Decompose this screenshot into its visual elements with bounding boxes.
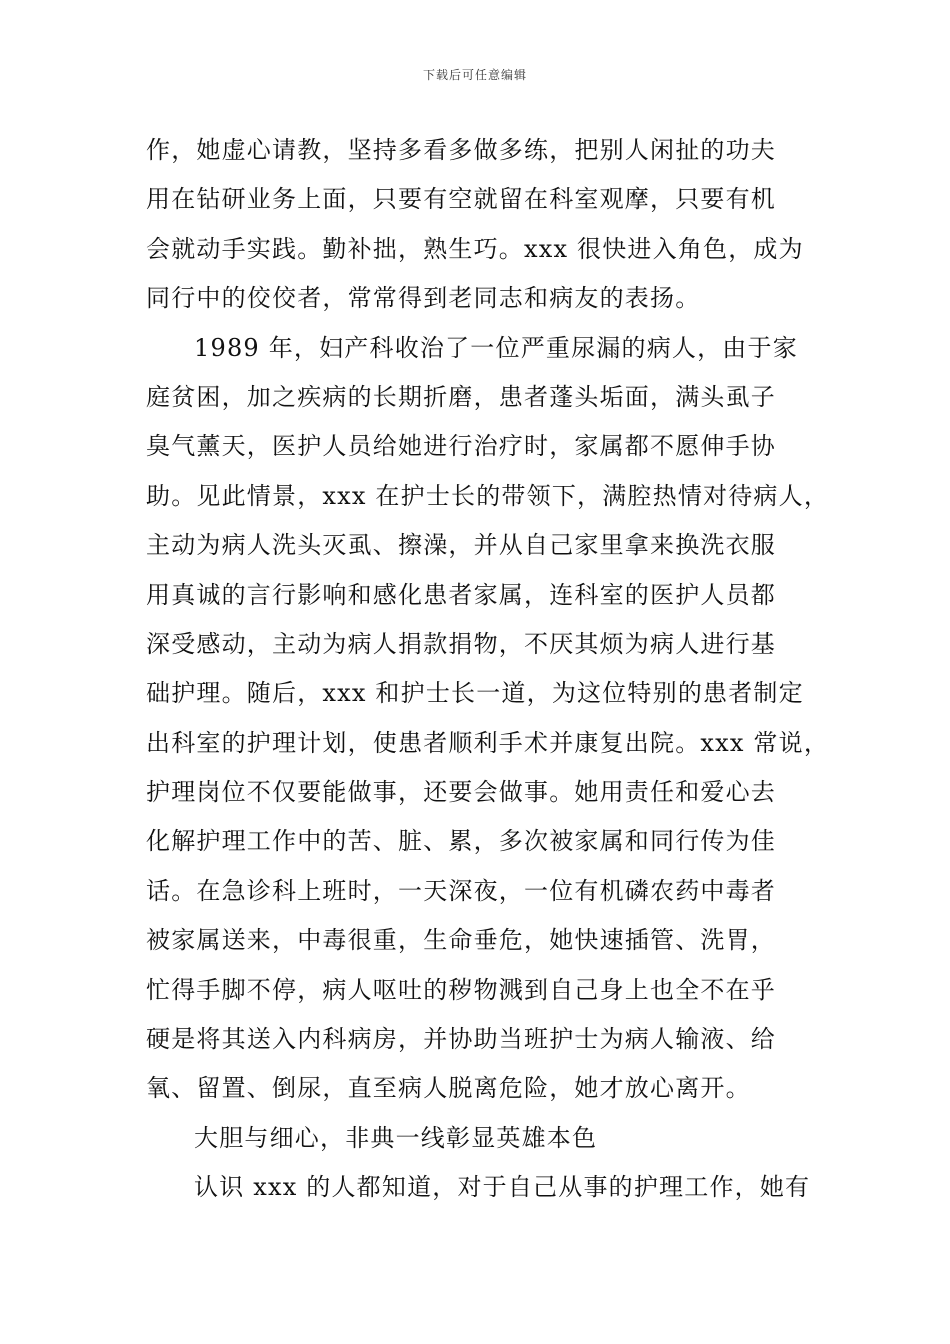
text-line: 助。见此情景，xxx 在护士长的带领下，满腔热情对待病人， xyxy=(146,481,830,510)
text-line: 大胆与细心，非典一线彰显英雄本色 xyxy=(194,1123,598,1152)
text-line: 出科室的护理计划，使患者顺利手术并康复出院。xxx 常说， xyxy=(146,728,830,757)
text-line: 会就动手实践。勤补拙，熟生巧。xxx 很快进入角色，成为 xyxy=(146,234,804,263)
text-line: 用在钻研业务上面，只要有空就留在科室观摩，只要有机 xyxy=(146,185,776,214)
text-line: 被家属送来，中毒很重，生命垂危，她快速插管、洗胃， xyxy=(146,926,776,955)
text-line: 化解护理工作中的苦、脏、累，多次被家属和同行传为佳 xyxy=(146,827,776,856)
text-line: 认识 xxx 的人都知道，对于自己从事的护理工作，她有 xyxy=(194,1173,811,1202)
text-line: 臭气薰天，医护人员给她进行治疗时，家属都不愿伸手协 xyxy=(146,432,776,461)
text-line: 话。在急诊科上班时，一天深夜，一位有机磷农药中毒者 xyxy=(146,876,776,905)
page-header: 下载后可任意编辑 xyxy=(422,68,527,82)
text-line: 用真诚的言行影响和感化患者家属，连科室的医护人员都 xyxy=(146,580,776,609)
text-line: 氧、留置、倒尿，直至病人脱离危险，她才放心离开。 xyxy=(146,1074,751,1103)
text-line: 硬是将其送入内科病房，并协助当班护士为病人输液、给 xyxy=(146,1025,776,1054)
text-line: 主动为病人洗头灭虱、擦澡，并从自己家里拿来换洗衣服 xyxy=(146,531,776,560)
text-line: 护理岗位不仅要能做事，还要会做事。她用责任和爱心去 xyxy=(146,778,776,807)
text-line: 1989 年，妇产科收治了一位严重尿漏的病人，由于家 xyxy=(194,333,798,362)
text-line: 忙得手脚不停，病人呕吐的秽物溅到自己身上也全不在乎 xyxy=(146,975,776,1004)
text-line: 作，她虚心请教，坚持多看多做多练，把别人闲扯的功夫 xyxy=(146,136,776,164)
text-line: 深受感动，主动为病人捐款捐物，不厌其烦为病人进行基 xyxy=(146,629,776,658)
text-line: 同行中的佼佼者，常常得到老同志和病友的表扬。 xyxy=(146,284,701,313)
text-line: 庭贫困，加之疾病的长期折磨，患者蓬头垢面，满头虱子 xyxy=(146,382,776,411)
text-line: 础护理。随后，xxx 和护士长一道，为这位特别的患者制定 xyxy=(146,679,804,708)
document-body xyxy=(146,126,830,1213)
